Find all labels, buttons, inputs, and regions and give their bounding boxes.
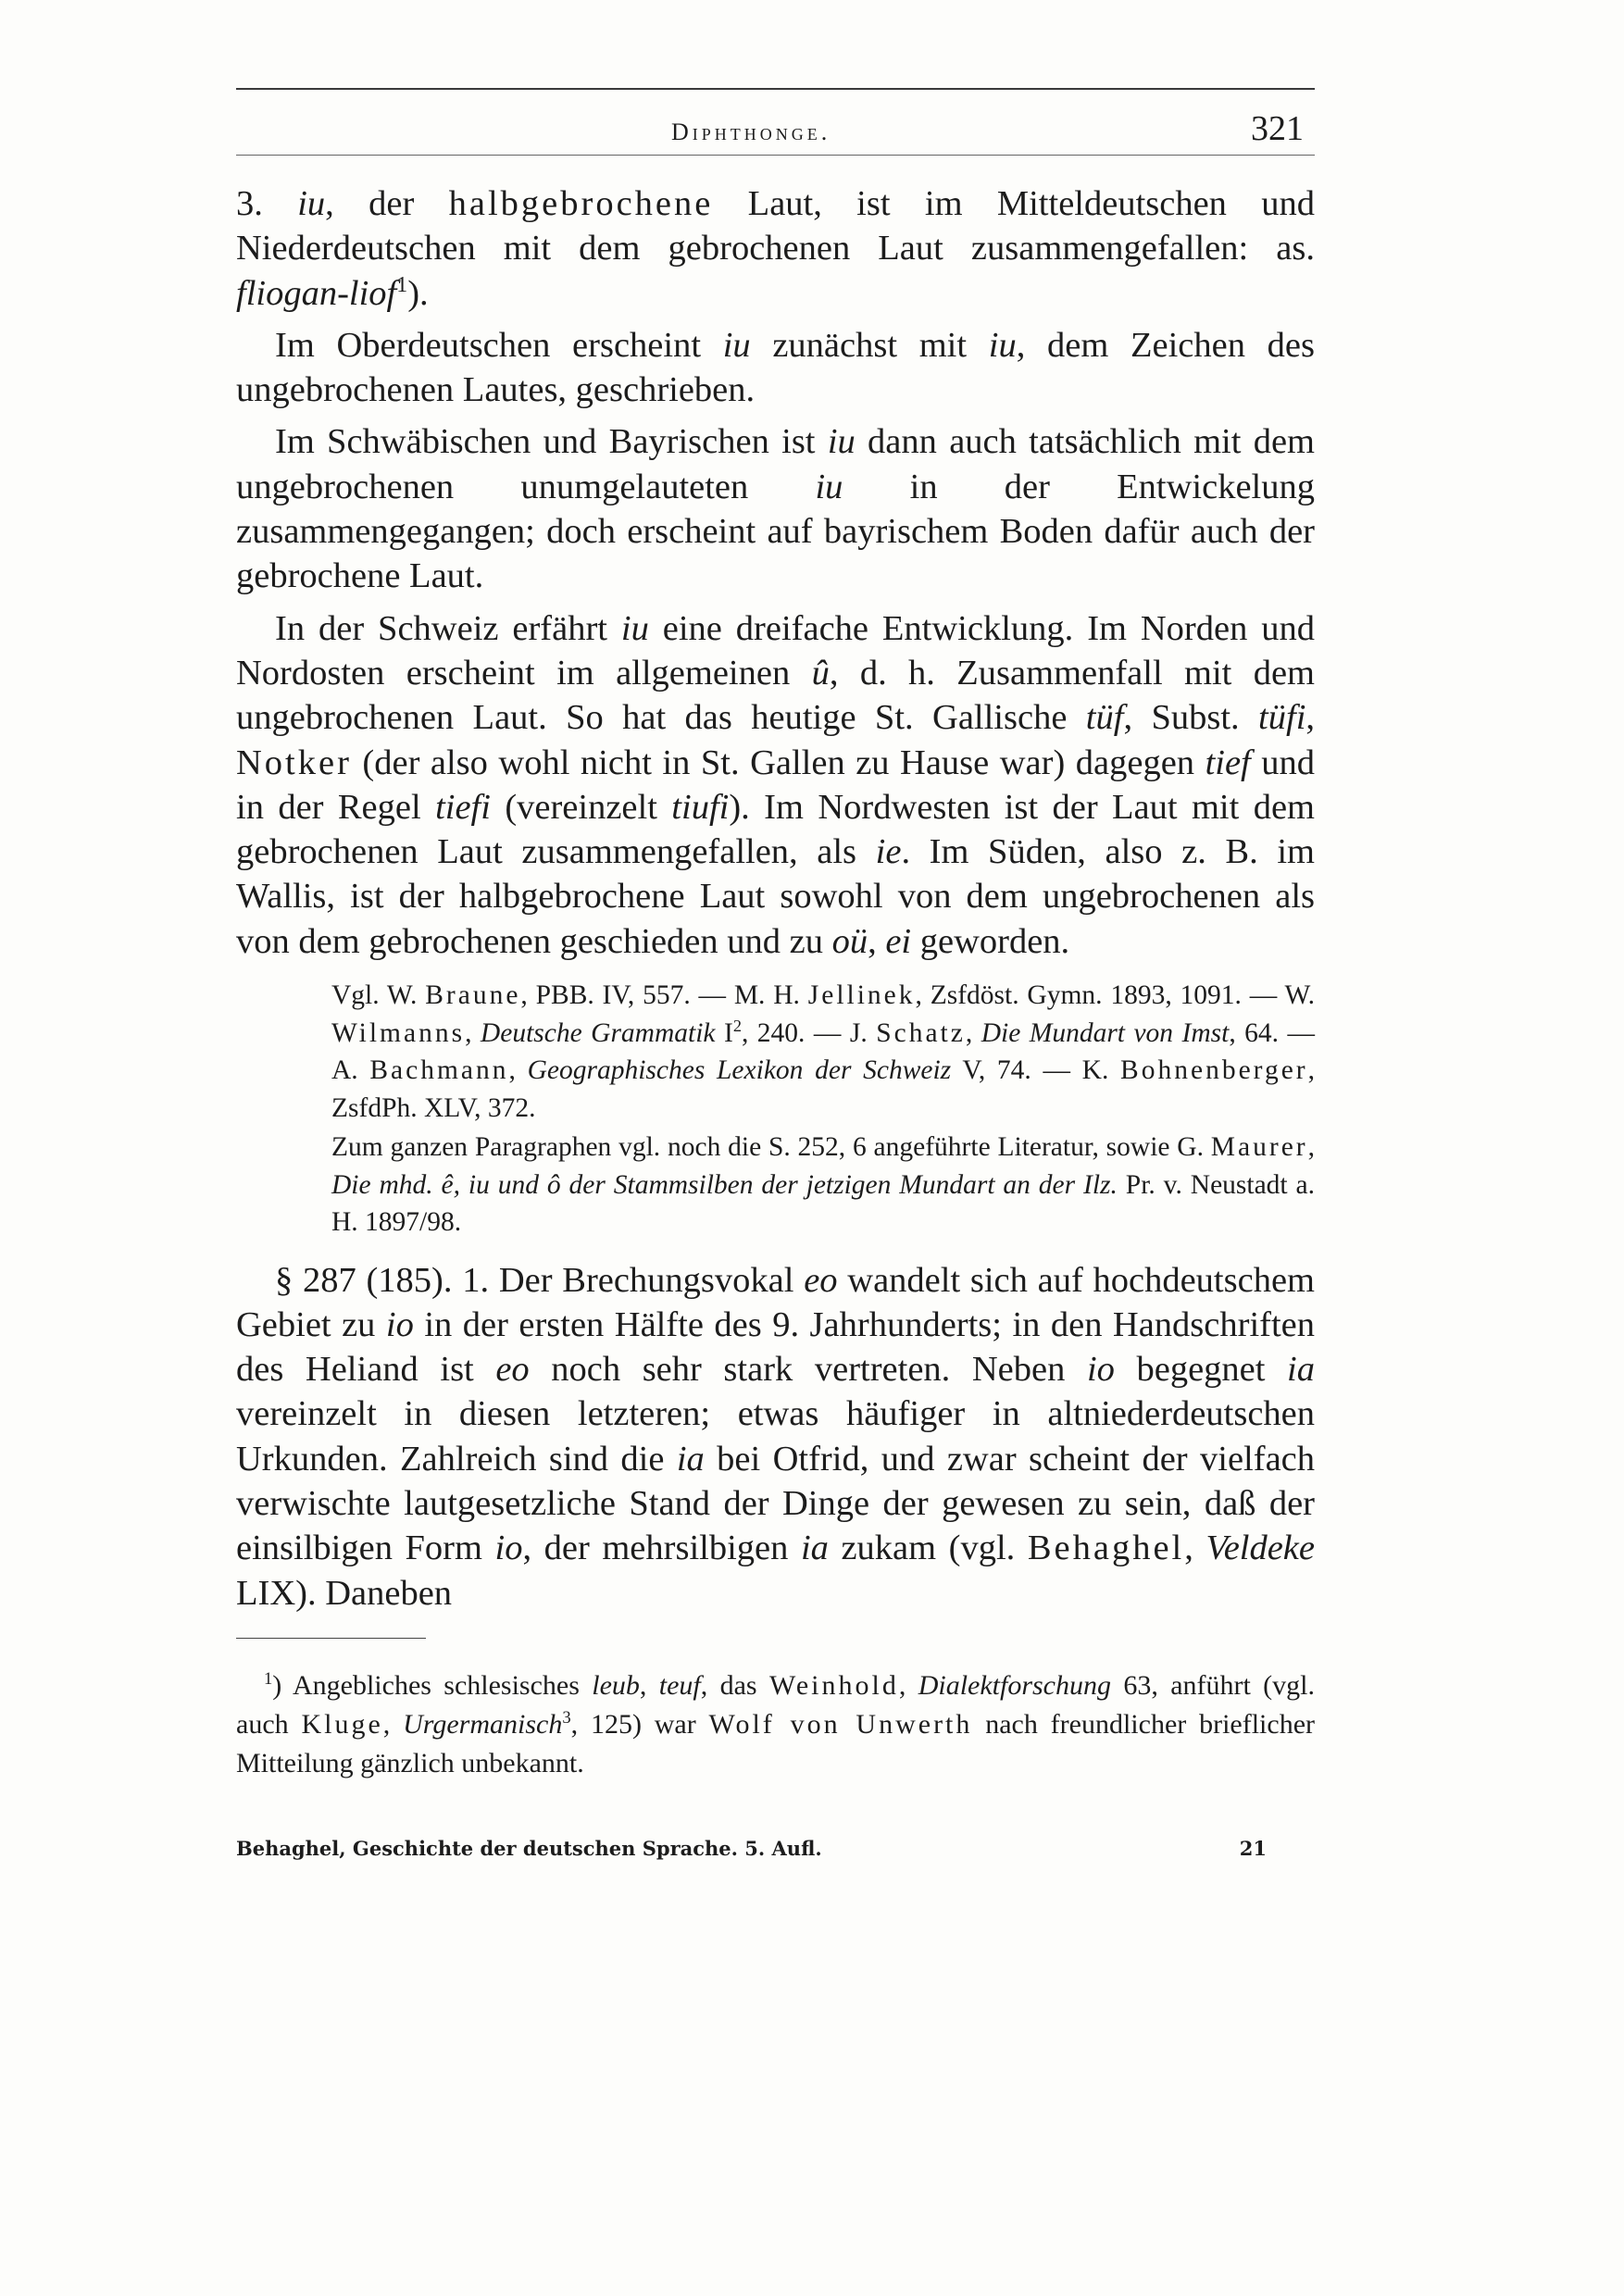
bibliography-notes xyxy=(236,977,1315,1242)
bibliography-note xyxy=(331,977,1315,1127)
italic-run: Die Mundart von Imst xyxy=(981,1017,1230,1048)
italic-run: iu xyxy=(827,422,856,462)
italic-run: tüfi xyxy=(1258,698,1306,738)
section-text xyxy=(236,1258,1315,1616)
text-run: LIX). Daneben xyxy=(236,1573,453,1613)
italic-run: eo xyxy=(804,1260,838,1300)
spaced-name: Bohnenberger xyxy=(1120,1055,1308,1086)
spaced-name: Behaghel xyxy=(1027,1529,1185,1568)
spaced-name: Braune xyxy=(425,980,521,1011)
italic-run: Veldeke xyxy=(1206,1529,1315,1568)
text-run: dann auch tatsächlich mit dem ungebrochenen unumgelauteten xyxy=(236,422,1315,506)
italic-run: iu xyxy=(988,325,1017,365)
main-text xyxy=(236,181,1315,964)
footnote-text xyxy=(236,1666,1315,1783)
footnote xyxy=(236,1666,1315,1783)
spaced-name: Schatz xyxy=(876,1017,966,1048)
text-run: , das xyxy=(700,1669,769,1701)
text-run: bei Otfrid, und zwar scheint der vielfach verwischte lautgesetzliche Stand der Dinge der gewesen zu sein, daß der einsilbigen Form xyxy=(236,1439,1315,1568)
text-run: Vgl. W. xyxy=(331,980,426,1011)
text-run: , der xyxy=(325,184,449,223)
text-run: , xyxy=(382,1708,404,1740)
italic-run: oü xyxy=(831,921,868,961)
text-run: , PBB. IV, 557. — M. H. xyxy=(520,980,808,1011)
text-run: , der mehrsilbigen xyxy=(522,1529,801,1568)
text-run: , 64. — A. xyxy=(331,1017,1316,1086)
text-run: , ZsfdPh. XLV, 372. xyxy=(331,1055,1315,1123)
text-run: noch sehr stark vertreten. Neben xyxy=(529,1350,1087,1390)
text-run: V, 74. — K. xyxy=(951,1055,1121,1086)
italic-run: Geographisches Lexikon der Schweiz xyxy=(527,1055,952,1086)
italic-run: ia xyxy=(676,1439,705,1479)
page-header xyxy=(236,90,1315,149)
page-number: 321 xyxy=(1251,109,1304,148)
text-run: , xyxy=(868,921,886,961)
italic-run: tiufi xyxy=(671,787,730,827)
text-run: und in der Regel xyxy=(236,742,1315,827)
text-run: . Im Süden, also z. B. im Wallis, ist der halbgebrochene Laut sowohl von dem ungebrochenen als von dem gebrochenen geschieden und zu xyxy=(236,832,1315,961)
text-run: , xyxy=(898,1669,918,1701)
text-run: In der Schweiz erfährt xyxy=(275,608,621,648)
section-paragraph xyxy=(236,1258,1315,1616)
footnote-rule xyxy=(236,1638,426,1639)
spaced-name: Wilmanns xyxy=(331,1017,466,1048)
text-run: nach freundlicher brieflicher Mitteilung gänzlich unbekannt. xyxy=(236,1708,1316,1778)
signature-number: 21 xyxy=(1239,1836,1267,1860)
text-run: Im Schwäbischen und Bayrischen ist xyxy=(275,422,828,462)
text-run: eine dreifache Entwicklung. Im Norden und Nordosten erscheint im allgemeinen xyxy=(236,608,1316,693)
italic-run: iu xyxy=(620,608,649,648)
text-run: , xyxy=(465,1017,481,1048)
italic-run: ia xyxy=(1287,1350,1315,1390)
text-run: , xyxy=(1307,1132,1315,1163)
italic-run: ie xyxy=(875,832,902,872)
text-run: Laut, ist im Mitteldeutschen und Niederdeutschen mit dem gebrochenen Laut zusammengefallen: as. xyxy=(236,184,1316,268)
text-run: Im Oberdeutschen erscheint xyxy=(275,325,723,365)
italic-run: fliogan-liof xyxy=(236,273,397,313)
paragraph xyxy=(236,419,1315,598)
text-run: zunächst mit xyxy=(750,325,989,365)
text-run: , Subst. xyxy=(1123,698,1259,738)
text-run: , 125) war xyxy=(570,1708,709,1740)
text-run: ) Angebliches schlesisches xyxy=(272,1669,593,1701)
italic-run: iu xyxy=(297,184,326,223)
superscript: 1 xyxy=(264,1668,273,1689)
text-run: in der Entwickelung zusammengegangen; doch erscheint auf bayrischem Boden dafür auch der gebrochene Laut. xyxy=(236,467,1315,596)
text-run: (der also wohl nicht in St. Gallen zu Hause war) dagegen xyxy=(351,742,1206,782)
italic-run: Die mhd. ê, iu und ô der Stammsilben der jetzigen Mundart an der Ilz. xyxy=(331,1169,1118,1200)
text-run: Zum ganzen Paragraphen vgl. noch die S. 252, 6 angeführte Literatur, sowie G. xyxy=(331,1132,1211,1163)
spaced-name: Bachmann xyxy=(369,1055,509,1086)
spaced-name: Jellinek xyxy=(807,980,916,1011)
spaced-name: Wolf von Unwerth xyxy=(708,1708,973,1740)
running-title: Diphthonge. xyxy=(671,119,831,145)
text-run: ). xyxy=(407,273,429,313)
italic-run: teuf xyxy=(658,1669,701,1701)
text-run: 3. xyxy=(236,184,298,223)
italic-run: ei xyxy=(885,921,912,961)
text-run: vereinzelt in diesen letzteren; etwas häufiger in altniederdeutschen Urkunden. Zahlreich sind die xyxy=(236,1394,1315,1479)
text-run: (vereinzelt xyxy=(490,787,672,827)
text-run: , xyxy=(1184,1529,1206,1568)
italic-run: ia xyxy=(800,1529,829,1568)
spaced-name: Notker xyxy=(236,742,352,782)
paragraph xyxy=(236,323,1315,413)
italic-run: tief xyxy=(1205,742,1251,782)
text-run: wandelt sich auf hochdeutschem Gebiet zu xyxy=(236,1260,1315,1344)
text-run: 63, anführt (vgl. auch xyxy=(236,1669,1315,1740)
text-run: begegnet xyxy=(1114,1350,1288,1390)
italic-run: iu xyxy=(815,467,843,506)
italic-run: tiefi xyxy=(435,787,491,827)
text-run: geworden. xyxy=(911,921,1070,961)
superscript: 2 xyxy=(732,1016,742,1035)
text-run: in der ersten Hälfte des 9. Jahrhunderts; in den Handschriften des Heliand ist xyxy=(236,1304,1316,1390)
italic-run: Deutsche Grammatik xyxy=(480,1017,716,1048)
text-run: Pr. v. Neustadt a. H. 1897/98. xyxy=(331,1169,1315,1238)
imprint-title: Behaghel, Geschichte der deutschen Sprache. 5. Aufl. xyxy=(236,1836,822,1860)
spaced-name: Kluge xyxy=(301,1708,383,1740)
text-run: ). Im Nordwesten ist der Laut mit dem gebrochenen Laut zusammengefallen, als xyxy=(236,787,1315,872)
italic-run: û xyxy=(811,653,830,693)
spaced-name: Maurer xyxy=(1210,1132,1308,1163)
superscript: 3 xyxy=(562,1707,571,1728)
italic-run: io xyxy=(385,1304,414,1344)
superscript: 1 xyxy=(396,272,408,297)
italic-run: iu xyxy=(722,325,751,365)
italic-run: io xyxy=(494,1529,523,1568)
italic-run: eo xyxy=(495,1350,530,1390)
text-run: , Zsfdöst. Gymn. 1893, 1091. — W. xyxy=(915,980,1315,1011)
text-run: § 287 (185). 1. Der Brechungsvokal xyxy=(275,1260,805,1300)
text-run: , d. h. Zusammenfall mit dem ungebrochenen Laut. So hat das heutige St. Gallische xyxy=(236,653,1315,738)
text-run: zukam (vgl. xyxy=(828,1529,1028,1568)
book-page xyxy=(236,88,1315,1860)
spaced-name: halbgebrochene xyxy=(448,184,714,223)
text-run: , xyxy=(639,1669,659,1701)
text-run: , 240. — J. xyxy=(741,1017,877,1048)
italic-run: tüf xyxy=(1085,698,1124,738)
bibliography-note xyxy=(331,1129,1315,1242)
text-run: , xyxy=(508,1055,528,1086)
text-run: , xyxy=(1305,698,1316,738)
text-run: I xyxy=(715,1017,733,1048)
text-run: , xyxy=(965,1017,981,1048)
italic-run: leub xyxy=(592,1669,640,1701)
spaced-name: Weinhold xyxy=(768,1669,899,1701)
paragraph xyxy=(236,606,1315,964)
header-rule-bottom xyxy=(236,155,1315,156)
imprint-line xyxy=(236,1837,1315,1860)
italic-run: io xyxy=(1086,1350,1115,1390)
paragraph xyxy=(236,181,1315,316)
italic-run: Urgermanisch xyxy=(403,1708,563,1740)
text-run: , dem Zeichen des ungebrochenen Lautes, geschrieben. xyxy=(236,325,1315,410)
italic-run: Dialektforschung xyxy=(918,1669,1111,1701)
